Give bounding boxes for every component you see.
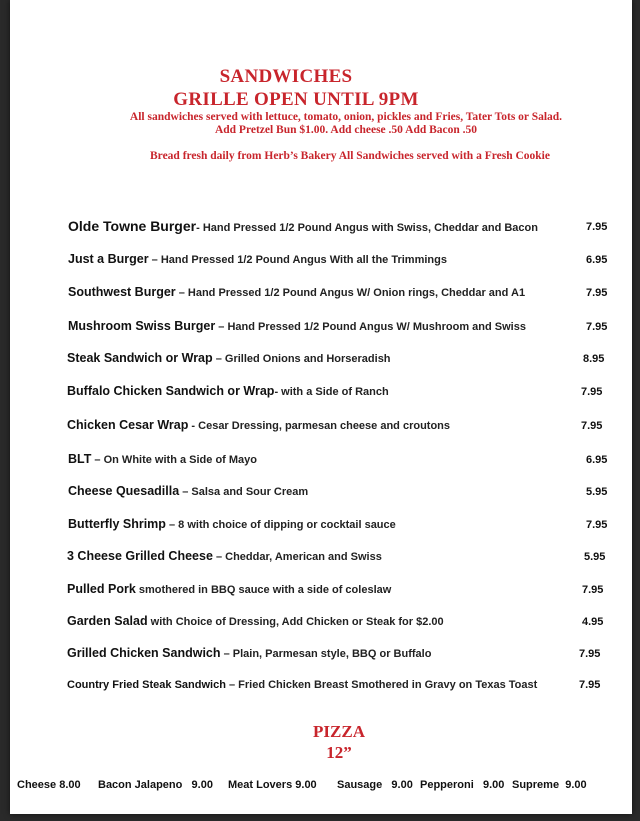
item-price: 6.95 (586, 254, 608, 266)
menu-item (10, 484, 632, 504)
item-name: Cheese Quesadilla (68, 484, 180, 498)
menu-item (10, 582, 632, 602)
item-description: - with a Side of Ranch (274, 386, 389, 398)
item-name: Mushroom Swiss Burger (68, 319, 216, 333)
item-name: 3 Cheese Grilled Cheese (67, 549, 213, 563)
item-price: 5.95 (586, 486, 608, 498)
item-price: 7.95 (579, 648, 601, 660)
item-description: – Grilled Onions and Horseradish (212, 353, 391, 365)
grille-hours: GRILLE OPEN UNTIL 9PM (173, 89, 419, 110)
menu-item (10, 285, 632, 305)
item-description: - Hand Pressed 1/2 Pound Angus with Swiss, Cheddar and Bacon (196, 222, 538, 234)
item-price: 5.95 (584, 551, 606, 563)
menu-item (10, 646, 632, 666)
menu-item (10, 549, 632, 569)
menu-item (10, 319, 632, 339)
item-description: smothered in BBQ sauce with a side of coleslaw (135, 584, 392, 596)
pizza-size: 12” (326, 743, 352, 762)
menu-item (10, 614, 632, 634)
bakery-note: Bread fresh daily from Herb’s Bakery All Sandwiches served with a Fresh Cookie (150, 150, 550, 162)
pizza-option: Cheese 8.00 (17, 779, 81, 791)
menu-page (10, 0, 632, 814)
addons-note: Add Pretzel Bun $1.00. Add cheese .50 Add Bacon .50 (214, 124, 478, 136)
item-name: Garden Salad (67, 614, 148, 628)
sides-note: All sandwiches served with lettuce, tomato, onion, pickles and Fries, Tater Tots or Salad. (129, 111, 563, 123)
pizza-option: Bacon Jalapeno 9.00 (98, 779, 213, 791)
menu-item (10, 418, 632, 438)
item-name: Country Fried Steak Sandwich (67, 679, 226, 691)
menu-item (10, 218, 632, 238)
item-price: 7.95 (581, 386, 603, 398)
pizza-title: PIZZA (313, 722, 365, 741)
pizza-option: Meat Lovers 9.00 (228, 779, 317, 791)
menu-item (10, 517, 632, 537)
item-price: 6.95 (586, 454, 608, 466)
item-price: 7.95 (586, 519, 608, 531)
pizza-option: Supreme 9.00 (512, 779, 587, 791)
menu-item (10, 351, 632, 371)
item-name: Just a Burger (68, 252, 149, 266)
item-price: 7.95 (579, 679, 601, 691)
item-description: – Hand Pressed 1/2 Pound Angus W/ Mushroom and Swiss (215, 321, 526, 333)
item-name: Pulled Pork (67, 582, 136, 596)
item-price: 8.95 (583, 353, 605, 365)
item-description: - Cesar Dressing, parmesan cheese and croutons (188, 420, 451, 432)
item-price: 7.95 (581, 420, 603, 432)
item-name: Grilled Chicken Sandwich (67, 646, 221, 660)
item-name: Steak Sandwich or Wrap (67, 351, 213, 365)
item-description: with Choice of Dressing, Add Chicken or Steak for $2.00 (147, 616, 444, 628)
item-description: – 8 with choice of dipping or cocktail sauce (165, 519, 396, 531)
pizza-option: Sausage 9.00 (337, 779, 413, 791)
item-description: – Plain, Parmesan style, BBQ or Buffalo (220, 648, 432, 660)
item-price: 7.95 (586, 287, 608, 299)
menu-item (10, 384, 632, 404)
menu-title: SANDWICHES (219, 66, 353, 87)
item-description: – Fried Chicken Breast Smothered in Gravy on Texas Toast (225, 679, 538, 691)
pizza-options (10, 779, 632, 795)
item-description: – On White with a Side of Mayo (91, 454, 257, 466)
item-name: Chicken Cesar Wrap (67, 418, 189, 432)
menu-item (10, 679, 632, 699)
item-price: 7.95 (586, 321, 608, 333)
menu-item (10, 452, 632, 472)
item-name: Olde Towne Burger (68, 218, 197, 234)
item-price: 4.95 (582, 616, 604, 628)
item-description: – Hand Pressed 1/2 Pound Angus With all the Trimmings (148, 254, 447, 266)
item-description: – Salsa and Sour Cream (179, 486, 309, 498)
item-name: Southwest Burger (68, 285, 176, 299)
item-description: – Hand Pressed 1/2 Pound Angus W/ Onion rings, Cheddar and A1 (175, 287, 526, 299)
pizza-option: Pepperoni 9.00 (420, 779, 505, 791)
menu-item (10, 252, 632, 272)
item-name: Buffalo Chicken Sandwich or Wrap (67, 384, 275, 398)
item-name: Butterfly Shrimp (68, 517, 166, 531)
item-price: 7.95 (582, 584, 604, 596)
item-name: BLT (68, 452, 92, 466)
item-price: 7.95 (586, 221, 608, 233)
item-description: – Cheddar, American and Swiss (212, 551, 382, 563)
